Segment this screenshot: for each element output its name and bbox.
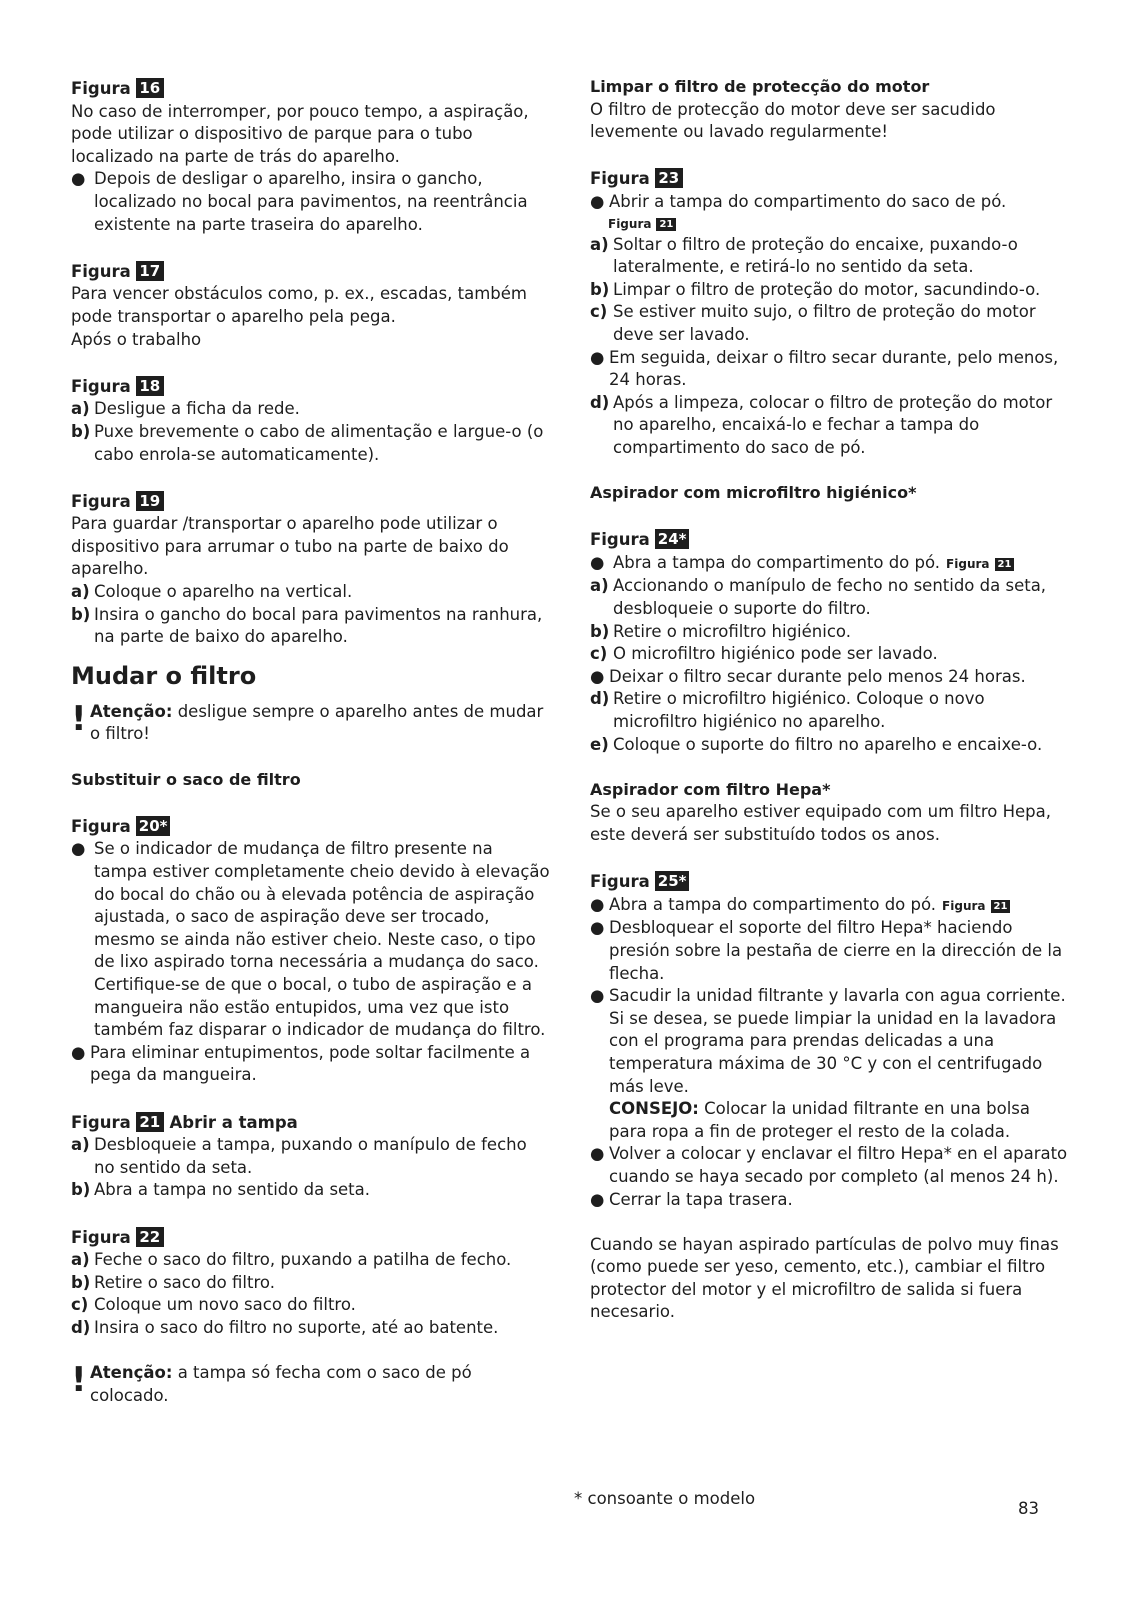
- step-b: b) Retire o saco do filtro.: [71, 1272, 275, 1292]
- step-a: a) Desbloqueie a tampa, puxando o manípulo de fecho no sentido da seta.: [71, 1135, 527, 1177]
- figure-22-label: Figura 22: [71, 1227, 551, 1250]
- subsection-heading: Aspirador com filtro Hepa*: [590, 779, 831, 799]
- step-a: a) Coloque o aparelho na vertical.: [71, 582, 353, 602]
- figure-number-badge: 23: [655, 168, 683, 188]
- warning-note: ! Atenção: a tampa só fecha com o saco de pó colocado.: [71, 1360, 472, 1405]
- figure-number-badge: 25*: [655, 871, 690, 891]
- step-b: b) Insira o gancho do bocal para pavimentos na ranhura, na parte de baixo do aparelho.: [71, 604, 543, 647]
- figure-25-label: Figura 25*: [590, 871, 1070, 894]
- figure-number-badge: 21: [136, 1112, 164, 1132]
- step-b: b) Limpar o filtro de proteção do motor, sacundindo-o.: [590, 279, 1041, 299]
- figure-20-bullet: ● Para eliminar entupimentos, pode soltar facilmente a pega da mangueira.: [71, 1042, 531, 1085]
- step-b: b) Puxe brevemente o cabo de alimentação e largue-o (o cabo enrola-se automaticamente).: [71, 421, 544, 464]
- figure-20-label: Figura 20*: [71, 816, 551, 839]
- step-a: a) Soltar o filtro de proteção do encaixe, puxando-o lateralmente, e retirá-lo no sentido da seta.: [590, 234, 1018, 277]
- closing-text: Cuando se hayan aspirado partículas de polvo muy finas (como puede ser yeso, cemento, etc.), cambiar el filtro protector del motor y el microfiltro de salida si fuera necesario.: [590, 1234, 1059, 1322]
- figure-ref: Figura 21: [590, 214, 1070, 234]
- step-b: b) Retire o microfiltro higiénico.: [590, 621, 851, 641]
- hepa-text: Se o seu aparelho estiver equipado com um filtro Hepa, este deverá ser substituído todos os anos.: [590, 802, 1051, 844]
- subsection-heading: Limpar o filtro de protecção do motor: [590, 77, 930, 96]
- figure-number-badge: 18: [136, 376, 164, 396]
- after-work-text: Após o trabalho: [71, 329, 202, 349]
- left-column: [71, 76, 551, 1407]
- figure-24-label: Figura 24*: [590, 529, 1070, 552]
- figure-25-bullet: ● Sacudir la unidad filtrante y lavarla con agua corriente. Si se desea, se puede limpiar la unidad en la lavadora con el programa para prendas delicadas a una temperatura máxima de 30 °C y con el centrifugado más leve. CONSEJO: Colocar la unidad filtrante en una bolsa para ropa a fin de proteger el resto de la colada.: [590, 986, 1066, 1141]
- figure-23-bullet: ● Em seguida, deixar o filtro secar durante, pelo menos, 24 horas.: [590, 347, 1059, 390]
- right-column: [590, 76, 1070, 1324]
- figure-20-bullet: ● Se o indicador de mudança de filtro presente na tampa estiver completamente cheio devido à elevação do bocal do chão ou à elevada potência de aspiração ajustada, o saco de aspiração deve ser trocado, mesmo se ainda não estiver cheio. Neste caso, o tipo de lixo aspirado torna necessária a mudança do saco. Certifique-se de que o bocal, o tubo de aspiração e a mangueira não estão entupidos, uma vez que isto também faz disparar o indicador de mudança do filtro.: [71, 839, 550, 1040]
- figure-ref-badge: 21: [656, 218, 676, 231]
- figure-19-text: Para guardar /transportar o aparelho pode utilizar o dispositivo para arrumar o tubo na parte de baixo do aparelho.: [71, 514, 509, 579]
- figure-17-label: Figura 17: [71, 261, 551, 284]
- figure-number-badge: 24*: [655, 529, 690, 549]
- figure-25-bullet: ● Abra a tampa do compartimento do pó. Figura 21: [590, 894, 1070, 918]
- figure-25-bullet: ● Cerrar la tapa trasera.: [590, 1189, 793, 1209]
- figure-number-badge: 19: [136, 491, 164, 511]
- warning-icon: !: [71, 698, 87, 739]
- step-a: a) Accionando o manípulo de fecho no sentido da seta, desbloqueie o suporte do filtro.: [590, 576, 1047, 619]
- step-d: d) Insira o saco do filtro no suporte, até ao batente.: [71, 1317, 499, 1337]
- figure-23-label: Figura 23: [590, 168, 1070, 191]
- figure-ref-badge: 21: [991, 900, 1011, 913]
- step-d: d) Após a limpeza, colocar o filtro de proteção do motor no aparelho, encaixá-lo e fechar a tampa do compartimento do saco de pó.: [590, 392, 1053, 457]
- figure-24-bullet: ● Abra a tampa do compartimento do pó. Figura 21: [590, 552, 1070, 576]
- subsection-heading: Substituir o saco de filtro: [71, 769, 301, 789]
- step-e: e) Coloque o suporte do filtro no aparelho e encaixe-o.: [590, 734, 1043, 754]
- figure-number-badge: 22: [136, 1227, 164, 1247]
- step-c: c) O microfiltro higiénico pode ser lavado.: [590, 644, 938, 664]
- figure-16-text: No caso de interromper, por pouco tempo, a aspiração, pode utilizar o dispositivo de parque para o tubo localizado na parte de trás do aparelho.: [71, 101, 529, 166]
- figure-number-badge: 17: [136, 261, 164, 281]
- figure-23-bullet: ● Abrir a tampa do compartimento do saco de pó.: [590, 191, 1007, 211]
- page-number: 83: [1018, 1499, 1039, 1518]
- warning-icon: !: [71, 1360, 87, 1401]
- subsection-heading: Aspirador com microfiltro higiénico*: [590, 483, 917, 503]
- step-c: c) Coloque um novo saco do filtro.: [71, 1295, 356, 1315]
- step-c: c) Se estiver muito sujo, o filtro de proteção do motor deve ser lavado.: [590, 302, 1036, 344]
- footnote: * consoante o modelo: [574, 1489, 756, 1508]
- figure-19-label: Figura 19: [71, 491, 551, 514]
- warning-note: ! Atenção: desligue sempre o aparelho antes de mudar o filtro!: [71, 698, 544, 744]
- figure-number-badge: 20*: [136, 816, 171, 836]
- step-a: a) Desligue a ficha da rede.: [71, 399, 300, 419]
- figure-17-text: Para vencer obstáculos como, p. ex., escadas, também pode transportar o aparelho pela pega.: [71, 284, 527, 326]
- figure-25-bullet: ● Desbloquear el soporte del filtro Hepa* haciendo presión sobre la pestaña de cierre en la dirección de la flecha.: [590, 918, 1063, 983]
- figure-21-label: Figura 21 Abrir a tampa: [71, 1112, 298, 1132]
- section-heading: Mudar o filtro: [71, 661, 257, 690]
- step-b: b) Abra a tampa no sentido da seta.: [71, 1180, 371, 1200]
- figure-16-label: Figura 16: [71, 78, 551, 101]
- figure-16-bullet: ● Depois de desligar o aparelho, insira o gancho, localizado no bocal para pavimentos, na reentrância existente na parte traseira do aparelho.: [71, 169, 528, 234]
- step-a: a) Feche o saco do filtro, puxando a patilha de fecho.: [71, 1250, 512, 1270]
- motor-filter-text: O filtro de protecção do motor deve ser sacudido levemente ou lavado regularmente!: [590, 99, 996, 142]
- figure-25-bullet: ● Volver a colocar y enclavar el filtro Hepa* en el aparato cuando se haya secado por completo (al menos 24 h).: [590, 1144, 1068, 1186]
- figure-24-bullet: ● Deixar o filtro secar durante pelo menos 24 horas.: [590, 666, 1026, 686]
- figure-number-badge: 16: [136, 78, 164, 98]
- step-d: d) Retire o microfiltro higiénico. Coloque o novo microfiltro higiénico no aparelho.: [590, 689, 985, 732]
- figure-18-label: Figura 18: [71, 376, 551, 399]
- figure-ref-badge: 21: [995, 558, 1015, 571]
